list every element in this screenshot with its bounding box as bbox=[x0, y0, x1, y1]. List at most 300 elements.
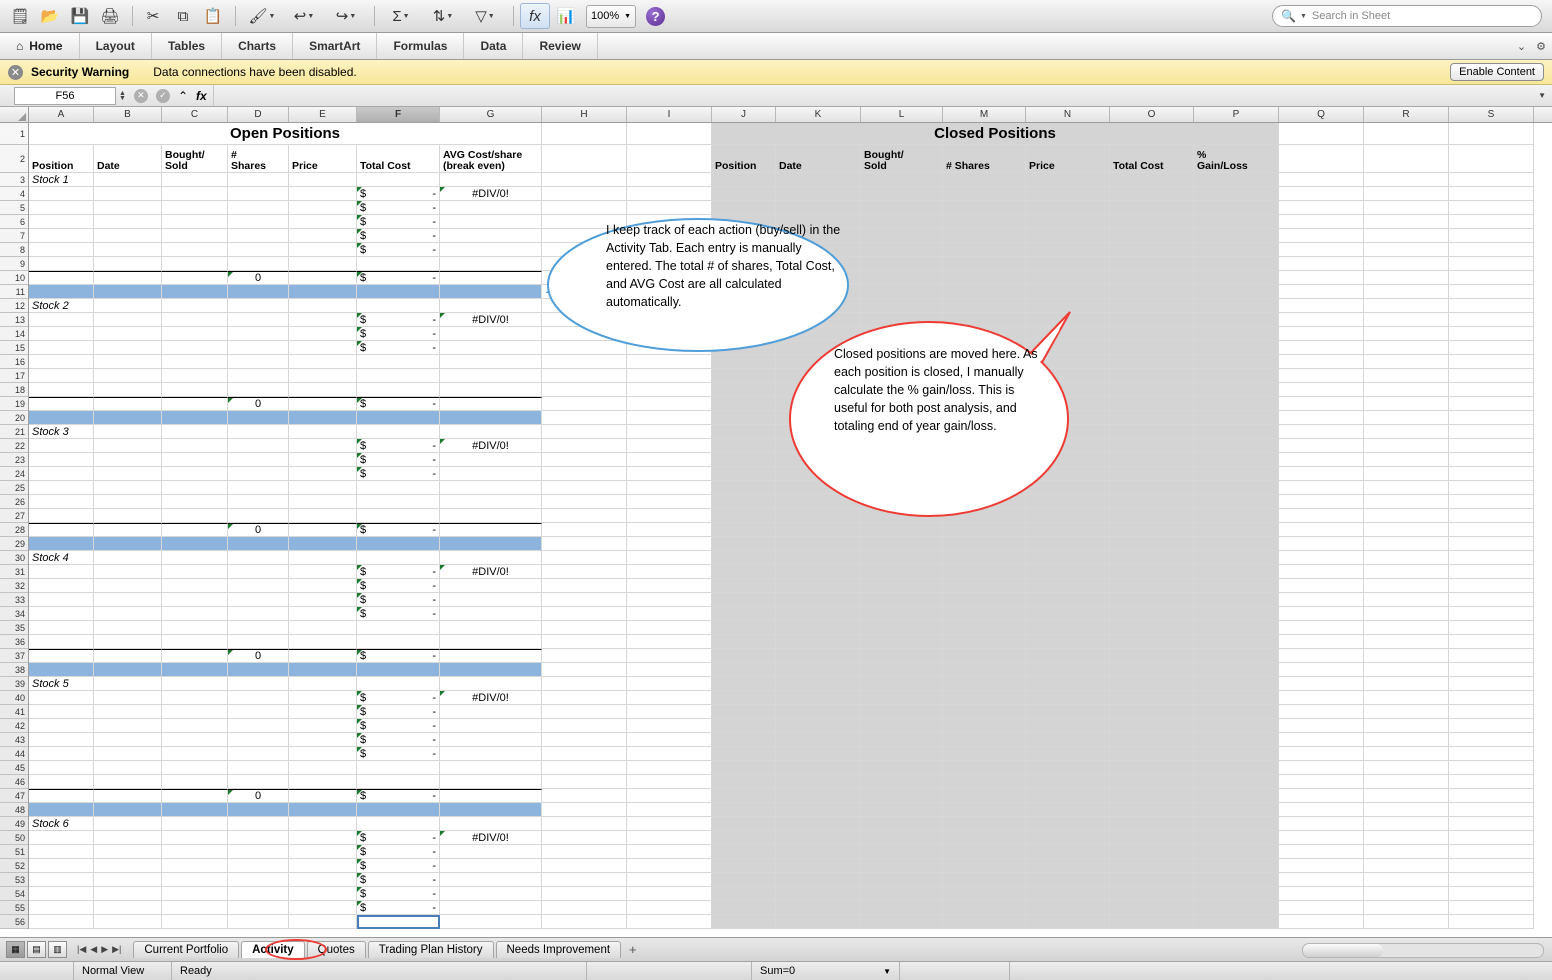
cell-C11[interactable] bbox=[162, 285, 228, 299]
cell-B3[interactable] bbox=[94, 173, 162, 187]
cell-D20[interactable] bbox=[228, 411, 289, 425]
cell-G10[interactable] bbox=[440, 271, 542, 285]
cell-F9[interactable] bbox=[357, 257, 440, 271]
cell-P16[interactable] bbox=[1194, 355, 1279, 369]
cell-E21[interactable] bbox=[289, 425, 357, 439]
cell-C14[interactable] bbox=[162, 327, 228, 341]
cell-G35[interactable] bbox=[440, 621, 542, 635]
cell-S38[interactable] bbox=[1449, 663, 1534, 677]
cell-S41[interactable] bbox=[1449, 705, 1534, 719]
cell-O5[interactable] bbox=[1110, 201, 1194, 215]
column-header-q[interactable]: Q bbox=[1279, 107, 1364, 122]
avg-cost-4[interactable]: #DIV/0! bbox=[440, 187, 542, 201]
cell-B10[interactable] bbox=[94, 271, 162, 285]
cell-R50[interactable] bbox=[1364, 831, 1449, 845]
cell-R21[interactable] bbox=[1364, 425, 1449, 439]
cell-H38[interactable] bbox=[542, 663, 627, 677]
row-header-17[interactable]: 17 bbox=[0, 369, 28, 383]
cell-B5[interactable] bbox=[94, 201, 162, 215]
cell-C3[interactable] bbox=[162, 173, 228, 187]
cell-F20[interactable] bbox=[357, 411, 440, 425]
cell-C23[interactable] bbox=[162, 453, 228, 467]
cell-B22[interactable] bbox=[94, 439, 162, 453]
cell-N44[interactable] bbox=[1026, 747, 1110, 761]
cell-B46[interactable] bbox=[94, 775, 162, 789]
cell-L41[interactable] bbox=[861, 705, 943, 719]
cell-C12[interactable] bbox=[162, 299, 228, 313]
cell-B37[interactable] bbox=[94, 649, 162, 663]
cell-C44[interactable] bbox=[162, 747, 228, 761]
closed-header-j[interactable]: Position bbox=[712, 145, 776, 173]
cell-B51[interactable] bbox=[94, 845, 162, 859]
total-cost-19[interactable]: $ - bbox=[357, 397, 440, 411]
row-header-15[interactable]: 15 bbox=[0, 341, 28, 355]
cell-C53[interactable] bbox=[162, 873, 228, 887]
cell-I19[interactable] bbox=[627, 397, 712, 411]
cell-I54[interactable] bbox=[627, 887, 712, 901]
cell-R48[interactable] bbox=[1364, 803, 1449, 817]
enable-content-button[interactable]: Enable Content bbox=[1450, 63, 1544, 81]
cell-S36[interactable] bbox=[1449, 635, 1534, 649]
cell-B53[interactable] bbox=[94, 873, 162, 887]
cell-K43[interactable] bbox=[776, 733, 861, 747]
cell-Q31[interactable] bbox=[1279, 565, 1364, 579]
cell-D46[interactable] bbox=[228, 775, 289, 789]
cell-A37[interactable] bbox=[29, 649, 94, 663]
cell-D56[interactable] bbox=[228, 915, 289, 929]
cell-Q55[interactable] bbox=[1279, 901, 1364, 915]
row-header-52[interactable]: 52 bbox=[0, 859, 28, 873]
cell-N37[interactable] bbox=[1026, 649, 1110, 663]
cell-J34[interactable] bbox=[712, 607, 776, 621]
cell-L6[interactable] bbox=[861, 215, 943, 229]
cell-L29[interactable] bbox=[861, 537, 943, 551]
cell-H41[interactable] bbox=[542, 705, 627, 719]
cell-G55[interactable] bbox=[440, 901, 542, 915]
cell-Q50[interactable] bbox=[1279, 831, 1364, 845]
cell-B31[interactable] bbox=[94, 565, 162, 579]
cell-I35[interactable] bbox=[627, 621, 712, 635]
cell-L55[interactable] bbox=[861, 901, 943, 915]
cell-R55[interactable] bbox=[1364, 901, 1449, 915]
cell-R41[interactable] bbox=[1364, 705, 1449, 719]
cell-B50[interactable] bbox=[94, 831, 162, 845]
cell-H55[interactable] bbox=[542, 901, 627, 915]
cell-N47[interactable] bbox=[1026, 789, 1110, 803]
next-sheet-icon[interactable]: ▶ bbox=[101, 944, 109, 954]
row-header-19[interactable]: 19 bbox=[0, 397, 28, 411]
cell-M8[interactable] bbox=[943, 243, 1026, 257]
cell-S3[interactable] bbox=[1449, 173, 1534, 187]
cell-E37[interactable] bbox=[289, 649, 357, 663]
cell-B13[interactable] bbox=[94, 313, 162, 327]
cell-A53[interactable] bbox=[29, 873, 94, 887]
row-header-21[interactable]: 21 bbox=[0, 425, 28, 439]
cell-D34[interactable] bbox=[228, 607, 289, 621]
cell-C22[interactable] bbox=[162, 439, 228, 453]
cell-I49[interactable] bbox=[627, 817, 712, 831]
cell-H24[interactable] bbox=[542, 467, 627, 481]
cell-H37[interactable] bbox=[542, 649, 627, 663]
row-header-45[interactable]: 45 bbox=[0, 761, 28, 775]
cell-S12[interactable] bbox=[1449, 299, 1534, 313]
cell-O34[interactable] bbox=[1110, 607, 1194, 621]
cell-O8[interactable] bbox=[1110, 243, 1194, 257]
cell-P52[interactable] bbox=[1194, 859, 1279, 873]
row-header-41[interactable]: 41 bbox=[0, 705, 28, 719]
cell-A47[interactable] bbox=[29, 789, 94, 803]
cell-Q20[interactable] bbox=[1279, 411, 1364, 425]
cell-P32[interactable] bbox=[1194, 579, 1279, 593]
total-cost-28[interactable]: $ - bbox=[357, 523, 440, 537]
cell-M33[interactable] bbox=[943, 593, 1026, 607]
total-cost-6[interactable]: $ - bbox=[357, 215, 440, 229]
row-header-33[interactable]: 33 bbox=[0, 593, 28, 607]
row-header-30[interactable]: 30 bbox=[0, 551, 28, 565]
cell-H53[interactable] bbox=[542, 873, 627, 887]
cell-Q54[interactable] bbox=[1279, 887, 1364, 901]
cell-A8[interactable] bbox=[29, 243, 94, 257]
view-normal-icon[interactable]: ▦ bbox=[6, 941, 25, 958]
cell-H3[interactable] bbox=[542, 173, 627, 187]
cell-L53[interactable] bbox=[861, 873, 943, 887]
cell-S55[interactable] bbox=[1449, 901, 1534, 915]
cell-A33[interactable] bbox=[29, 593, 94, 607]
formula-input[interactable] bbox=[213, 85, 1552, 106]
cell-N45[interactable] bbox=[1026, 761, 1110, 775]
cell-M5[interactable] bbox=[943, 201, 1026, 215]
cell-C45[interactable] bbox=[162, 761, 228, 775]
column-header-s[interactable]: S bbox=[1449, 107, 1534, 122]
cell-N32[interactable] bbox=[1026, 579, 1110, 593]
total-cost-5[interactable]: $ - bbox=[357, 201, 440, 215]
cell-E23[interactable] bbox=[289, 453, 357, 467]
cell-N6[interactable] bbox=[1026, 215, 1110, 229]
cell-C42[interactable] bbox=[162, 719, 228, 733]
cell-A52[interactable] bbox=[29, 859, 94, 873]
cell-S30[interactable] bbox=[1449, 551, 1534, 565]
cell-R5[interactable] bbox=[1364, 201, 1449, 215]
cell-E53[interactable] bbox=[289, 873, 357, 887]
cell-G45[interactable] bbox=[440, 761, 542, 775]
cell-M44[interactable] bbox=[943, 747, 1026, 761]
column-header-k[interactable]: K bbox=[776, 107, 861, 122]
cell-R29[interactable] bbox=[1364, 537, 1449, 551]
cell-D49[interactable] bbox=[228, 817, 289, 831]
cell-P37[interactable] bbox=[1194, 649, 1279, 663]
cell-I56[interactable] bbox=[627, 915, 712, 929]
cell-O4[interactable] bbox=[1110, 187, 1194, 201]
cell-Q29[interactable] bbox=[1279, 537, 1364, 551]
cell-P4[interactable] bbox=[1194, 187, 1279, 201]
cell-E9[interactable] bbox=[289, 257, 357, 271]
cell-K46[interactable] bbox=[776, 775, 861, 789]
cell-E41[interactable] bbox=[289, 705, 357, 719]
cell-S56[interactable] bbox=[1449, 915, 1534, 929]
chevron-down-icon[interactable]: ⌄ bbox=[1516, 40, 1527, 53]
cell-J38[interactable] bbox=[712, 663, 776, 677]
print-icon[interactable]: 🖨 bbox=[100, 8, 120, 25]
cell-E45[interactable] bbox=[289, 761, 357, 775]
cell-E26[interactable] bbox=[289, 495, 357, 509]
spreadsheet-grid[interactable] bbox=[0, 107, 1552, 937]
cell-D35[interactable] bbox=[228, 621, 289, 635]
cell-L36[interactable] bbox=[861, 635, 943, 649]
cell-C7[interactable] bbox=[162, 229, 228, 243]
cell-H39[interactable] bbox=[542, 677, 627, 691]
cell-G43[interactable] bbox=[440, 733, 542, 747]
cell-P13[interactable] bbox=[1194, 313, 1279, 327]
total-cost-37[interactable]: $ - bbox=[357, 649, 440, 663]
cell-A15[interactable] bbox=[29, 341, 94, 355]
cell-G18[interactable] bbox=[440, 383, 542, 397]
cell-B20[interactable] bbox=[94, 411, 162, 425]
column-header-a[interactable]: A bbox=[29, 107, 94, 122]
cell-I27[interactable] bbox=[627, 509, 712, 523]
cell-D55[interactable] bbox=[228, 901, 289, 915]
total-cost-10[interactable]: $ - bbox=[357, 271, 440, 285]
cell-E51[interactable] bbox=[289, 845, 357, 859]
cell-F30[interactable] bbox=[357, 551, 440, 565]
cell-M41[interactable] bbox=[943, 705, 1026, 719]
cell-O33[interactable] bbox=[1110, 593, 1194, 607]
cell-I33[interactable] bbox=[627, 593, 712, 607]
cell-C43[interactable] bbox=[162, 733, 228, 747]
cell-A13[interactable] bbox=[29, 313, 94, 327]
cell-D24[interactable] bbox=[228, 467, 289, 481]
last-sheet-icon[interactable]: ▶| bbox=[112, 944, 122, 954]
cell-L49[interactable] bbox=[861, 817, 943, 831]
cell-J32[interactable] bbox=[712, 579, 776, 593]
cell-J46[interactable] bbox=[712, 775, 776, 789]
total-cost-50[interactable]: $ - bbox=[357, 831, 440, 845]
cell-M49[interactable] bbox=[943, 817, 1026, 831]
cell-K56[interactable] bbox=[776, 915, 861, 929]
format-painter-icon[interactable]: 🖌 ▼ bbox=[248, 8, 276, 25]
cell-Q33[interactable] bbox=[1279, 593, 1364, 607]
cell-O28[interactable] bbox=[1110, 523, 1194, 537]
cell-B52[interactable] bbox=[94, 859, 162, 873]
cell-B39[interactable] bbox=[94, 677, 162, 691]
cell-G49[interactable] bbox=[440, 817, 542, 831]
cell-I2[interactable] bbox=[627, 145, 712, 173]
cell-J24[interactable] bbox=[712, 467, 776, 481]
cell-P41[interactable] bbox=[1194, 705, 1279, 719]
cell-H31[interactable] bbox=[542, 565, 627, 579]
cell-R33[interactable] bbox=[1364, 593, 1449, 607]
cell-J50[interactable] bbox=[712, 831, 776, 845]
cell-F3[interactable] bbox=[357, 173, 440, 187]
cell-D21[interactable] bbox=[228, 425, 289, 439]
cell-S23[interactable] bbox=[1449, 453, 1534, 467]
cell-E56[interactable] bbox=[289, 915, 357, 929]
cell-O44[interactable] bbox=[1110, 747, 1194, 761]
total-cost-43[interactable]: $ - bbox=[357, 733, 440, 747]
cell-R12[interactable] bbox=[1364, 299, 1449, 313]
cell-E15[interactable] bbox=[289, 341, 357, 355]
tab-tables[interactable] bbox=[152, 33, 222, 59]
cell-J56[interactable] bbox=[712, 915, 776, 929]
cell-S21[interactable] bbox=[1449, 425, 1534, 439]
cell-D40[interactable] bbox=[228, 691, 289, 705]
cell-R13[interactable] bbox=[1364, 313, 1449, 327]
cell-A56[interactable] bbox=[29, 915, 94, 929]
cell-G30[interactable] bbox=[440, 551, 542, 565]
cell-E20[interactable] bbox=[289, 411, 357, 425]
cell-J26[interactable] bbox=[712, 495, 776, 509]
cell-R37[interactable] bbox=[1364, 649, 1449, 663]
cell-R46[interactable] bbox=[1364, 775, 1449, 789]
open-header-d[interactable]: # Shares bbox=[228, 145, 289, 173]
cell-F38[interactable] bbox=[357, 663, 440, 677]
cell-M30[interactable] bbox=[943, 551, 1026, 565]
cell-G27[interactable] bbox=[440, 509, 542, 523]
cell-N56[interactable] bbox=[1026, 915, 1110, 929]
cell-Q14[interactable] bbox=[1279, 327, 1364, 341]
cell-N52[interactable] bbox=[1026, 859, 1110, 873]
cell-P45[interactable] bbox=[1194, 761, 1279, 775]
column-header-o[interactable]: O bbox=[1110, 107, 1194, 122]
cell-Q18[interactable] bbox=[1279, 383, 1364, 397]
cell-N42[interactable] bbox=[1026, 719, 1110, 733]
cell-M40[interactable] bbox=[943, 691, 1026, 705]
row-header-22[interactable]: 22 bbox=[0, 439, 28, 453]
cell-O24[interactable] bbox=[1110, 467, 1194, 481]
cell-H42[interactable] bbox=[542, 719, 627, 733]
cell-L47[interactable] bbox=[861, 789, 943, 803]
open-header-b[interactable]: Date bbox=[94, 145, 162, 173]
total-cost-13[interactable]: $ - bbox=[357, 313, 440, 327]
cell-R11[interactable] bbox=[1364, 285, 1449, 299]
cell-I20[interactable] bbox=[627, 411, 712, 425]
cell-S47[interactable] bbox=[1449, 789, 1534, 803]
cell-G48[interactable] bbox=[440, 803, 542, 817]
cell-G39[interactable] bbox=[440, 677, 542, 691]
open-header-g[interactable]: AVG Cost/share (break even) bbox=[440, 145, 542, 173]
cell-H21[interactable] bbox=[542, 425, 627, 439]
total-cost-54[interactable]: $ - bbox=[357, 887, 440, 901]
cell-K49[interactable] bbox=[776, 817, 861, 831]
cell-E46[interactable] bbox=[289, 775, 357, 789]
cell-C31[interactable] bbox=[162, 565, 228, 579]
cell-P9[interactable] bbox=[1194, 257, 1279, 271]
cell-I42[interactable] bbox=[627, 719, 712, 733]
cell-N54[interactable] bbox=[1026, 887, 1110, 901]
cell-E24[interactable] bbox=[289, 467, 357, 481]
row-header-50[interactable]: 50 bbox=[0, 831, 28, 845]
cell-H40[interactable] bbox=[542, 691, 627, 705]
total-cost-33[interactable]: $ - bbox=[357, 593, 440, 607]
open-header-f[interactable]: Total Cost bbox=[357, 145, 440, 173]
cell-Q44[interactable] bbox=[1279, 747, 1364, 761]
cell-R40[interactable] bbox=[1364, 691, 1449, 705]
cell-A11[interactable] bbox=[29, 285, 94, 299]
cell-I25[interactable] bbox=[627, 481, 712, 495]
cell-S25[interactable] bbox=[1449, 481, 1534, 495]
cell-M39[interactable] bbox=[943, 677, 1026, 691]
total-cost-42[interactable]: $ - bbox=[357, 719, 440, 733]
cell-M3[interactable] bbox=[943, 173, 1026, 187]
cell-L48[interactable] bbox=[861, 803, 943, 817]
cell-C17[interactable] bbox=[162, 369, 228, 383]
filter-icon[interactable]: ▽ ▼ bbox=[475, 8, 495, 25]
cell-F46[interactable] bbox=[357, 775, 440, 789]
cell-A17[interactable] bbox=[29, 369, 94, 383]
cell-O13[interactable] bbox=[1110, 313, 1194, 327]
cell-Q53[interactable] bbox=[1279, 873, 1364, 887]
cell-E28[interactable] bbox=[289, 523, 357, 537]
cell-M45[interactable] bbox=[943, 761, 1026, 775]
cell-C36[interactable] bbox=[162, 635, 228, 649]
cell-N38[interactable] bbox=[1026, 663, 1110, 677]
cell-E4[interactable] bbox=[289, 187, 357, 201]
cell-O46[interactable] bbox=[1110, 775, 1194, 789]
cell-C41[interactable] bbox=[162, 705, 228, 719]
row-header-42[interactable]: 42 bbox=[0, 719, 28, 733]
help-icon[interactable]: ? bbox=[646, 7, 665, 26]
cell-L8[interactable] bbox=[861, 243, 943, 257]
cell-D50[interactable] bbox=[228, 831, 289, 845]
cell-E39[interactable] bbox=[289, 677, 357, 691]
cell-Q1[interactable] bbox=[1279, 123, 1364, 145]
cell-N41[interactable] bbox=[1026, 705, 1110, 719]
cell-G23[interactable] bbox=[440, 453, 542, 467]
cell-S34[interactable] bbox=[1449, 607, 1534, 621]
row-header-18[interactable]: 18 bbox=[0, 383, 28, 397]
cell-G16[interactable] bbox=[440, 355, 542, 369]
cell-C48[interactable] bbox=[162, 803, 228, 817]
cell-M54[interactable] bbox=[943, 887, 1026, 901]
cell-G47[interactable] bbox=[440, 789, 542, 803]
cell-R18[interactable] bbox=[1364, 383, 1449, 397]
cell-Q24[interactable] bbox=[1279, 467, 1364, 481]
stock-label-1[interactable]: Stock 1 bbox=[29, 173, 94, 187]
cell-P36[interactable] bbox=[1194, 635, 1279, 649]
cell-R54[interactable] bbox=[1364, 887, 1449, 901]
cell-M4[interactable] bbox=[943, 187, 1026, 201]
cell-O38[interactable] bbox=[1110, 663, 1194, 677]
cell-M50[interactable] bbox=[943, 831, 1026, 845]
cell-N50[interactable] bbox=[1026, 831, 1110, 845]
cell-G42[interactable] bbox=[440, 719, 542, 733]
row-header-1[interactable]: 1 bbox=[0, 123, 28, 145]
cell-I37[interactable] bbox=[627, 649, 712, 663]
cell-A7[interactable] bbox=[29, 229, 94, 243]
cell-E30[interactable] bbox=[289, 551, 357, 565]
cell-L43[interactable] bbox=[861, 733, 943, 747]
row-header-20[interactable]: 20 bbox=[0, 411, 28, 425]
cell-G51[interactable] bbox=[440, 845, 542, 859]
row-header-56[interactable]: 56 bbox=[0, 915, 28, 929]
column-header-p[interactable]: P bbox=[1194, 107, 1279, 122]
tab-data[interactable] bbox=[464, 33, 523, 59]
cell-B27[interactable] bbox=[94, 509, 162, 523]
row-header-55[interactable]: 55 bbox=[0, 901, 28, 915]
cell-A50[interactable] bbox=[29, 831, 94, 845]
cell-C32[interactable] bbox=[162, 579, 228, 593]
cell-I1[interactable] bbox=[627, 123, 712, 145]
cell-J29[interactable] bbox=[712, 537, 776, 551]
cell-D31[interactable] bbox=[228, 565, 289, 579]
cell-F16[interactable] bbox=[357, 355, 440, 369]
cell-S8[interactable] bbox=[1449, 243, 1534, 257]
row-header-32[interactable]: 32 bbox=[0, 579, 28, 593]
cell-C27[interactable] bbox=[162, 509, 228, 523]
cell-A42[interactable] bbox=[29, 719, 94, 733]
cell-B19[interactable] bbox=[94, 397, 162, 411]
cell-L35[interactable] bbox=[861, 621, 943, 635]
row-header-54[interactable]: 54 bbox=[0, 887, 28, 901]
